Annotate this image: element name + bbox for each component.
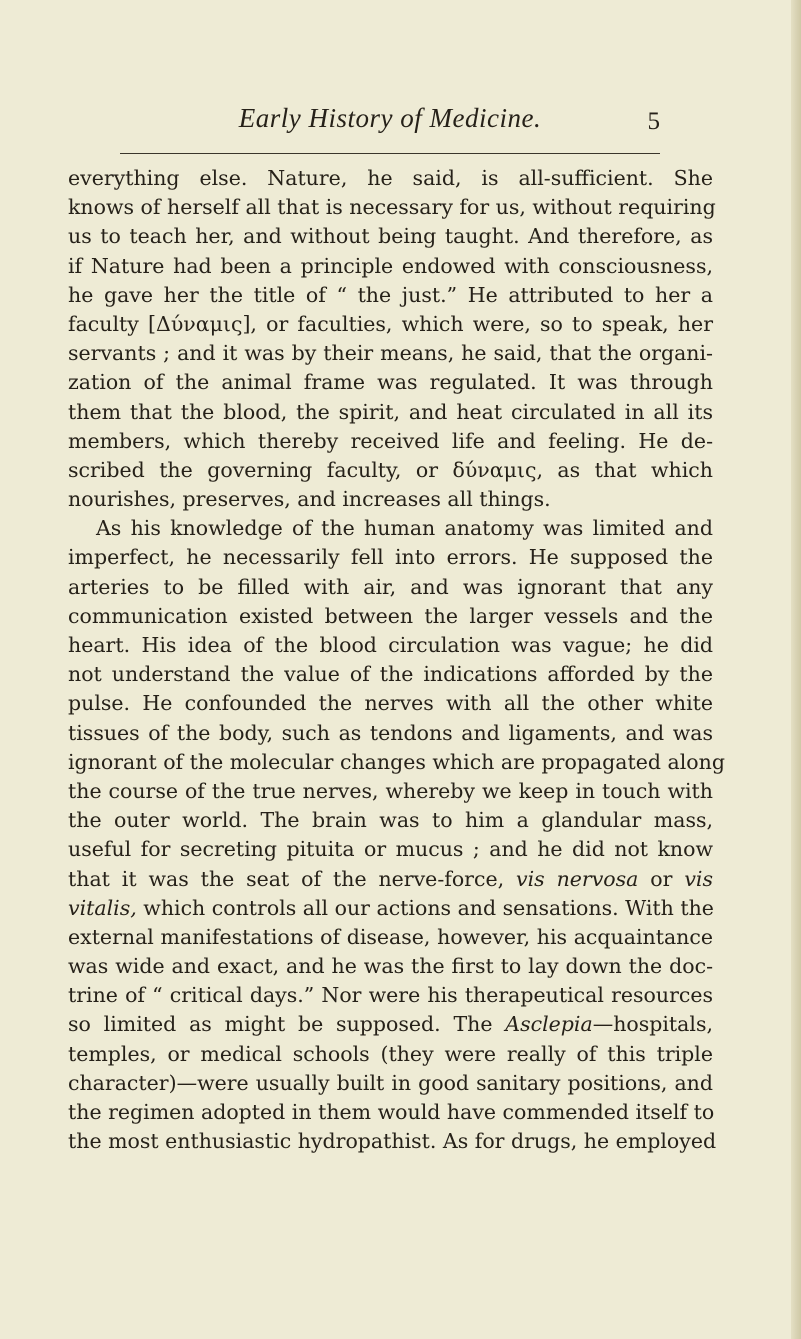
text-line: temples, or medical schools (they were really of this triple xyxy=(68,1041,713,1066)
text-line: ignorant of the molecular changes which are propagated along xyxy=(68,749,725,774)
text-line: zation of the animal frame was regulated. It was through xyxy=(68,370,713,395)
text-line: so limited as might be supposed. The Asclepia—hospitals, xyxy=(68,1012,713,1037)
text-line: everything else. Nature, he said, is all-sufficient. She xyxy=(68,166,713,190)
text-line: scribed the governing faculty, or δύναμις, as that which xyxy=(68,457,713,482)
running-title: Early History of Medicine. xyxy=(238,103,542,133)
text-line: the regimen adopted in them would have commended itself to xyxy=(68,1100,715,1124)
text-line: not understand the value of the indications afforded by the xyxy=(68,662,713,687)
italic-term: Asclepia xyxy=(505,1012,593,1037)
text-line: members, which thereby received life and feeling. He de- xyxy=(68,428,713,453)
text-line: external manifestations of disease, however, his acquaintance xyxy=(68,924,713,949)
text-line: if Nature had been a principle endowed with consciousness, xyxy=(68,253,713,278)
text-line: tissues of the body, such as tendons and ligaments, and was xyxy=(68,720,713,745)
italic-term: vis nervosa xyxy=(516,866,639,891)
running-head xyxy=(120,101,660,141)
text-line: nourishes, preserves, and increases all things. xyxy=(68,487,551,512)
text-line: faculty [Δύναμις], or faculties, which were, so to speak, her xyxy=(68,311,713,336)
text-line: servants ; and it was by their means, he said, that the organi- xyxy=(68,341,713,366)
text-line: imperfect, he necessarily fell into errors. He supposed the xyxy=(68,545,713,570)
text-line: As his knowledge of the human anatomy was limited and xyxy=(96,516,713,541)
text-line: arteries to be filled with air, and was ignorant that any xyxy=(68,574,713,599)
text-line: vitalis, which controls all our actions and sensations. With the xyxy=(68,895,714,920)
text-line: the course of the true nerves, whereby we keep in touch with xyxy=(68,778,713,803)
text-line: character)—were usually built in good sanitary positions, and xyxy=(68,1070,713,1095)
italic-term: vis xyxy=(684,866,713,891)
text-line: the outer world. The brain was to him a glandular mass, xyxy=(68,808,713,833)
text-line: he gave her the title of “ the just.” He attributed to her a xyxy=(68,282,713,307)
text-line: them that the blood, the spirit, and heat circulated in all its xyxy=(68,399,713,424)
text-line: knows of herself all that is necessary for us, without requiring xyxy=(68,195,716,220)
text-line: trine of “ critical days.” Nor were his therapeutical resources xyxy=(68,983,713,1008)
text-line: the most enthusiastic hydropathist. As for drugs, he employed xyxy=(68,1129,717,1154)
page-edge xyxy=(791,0,801,1339)
body-text xyxy=(68,164,725,1156)
page-number: 5 xyxy=(647,108,660,135)
text-line: us to teach her, and without being taught. And therefore, as xyxy=(68,224,713,249)
text-line: was wide and exact, and he was the first to lay down the doc- xyxy=(68,954,713,979)
italic-term: vitalis, xyxy=(68,895,137,920)
text-line: heart. His idea of the blood circulation was vague; he did xyxy=(68,633,713,657)
text-line: that it was the seat of the nerve-force, vis nervosa or vis xyxy=(68,866,713,891)
text-line: useful for secreting pituita or mucus ; and he did not know xyxy=(68,837,713,862)
text-line: pulse. He confounded the nerves with all the other white xyxy=(68,691,713,716)
header-rule xyxy=(120,153,660,154)
text-line: communication existed between the larger vessels and the xyxy=(68,603,713,628)
